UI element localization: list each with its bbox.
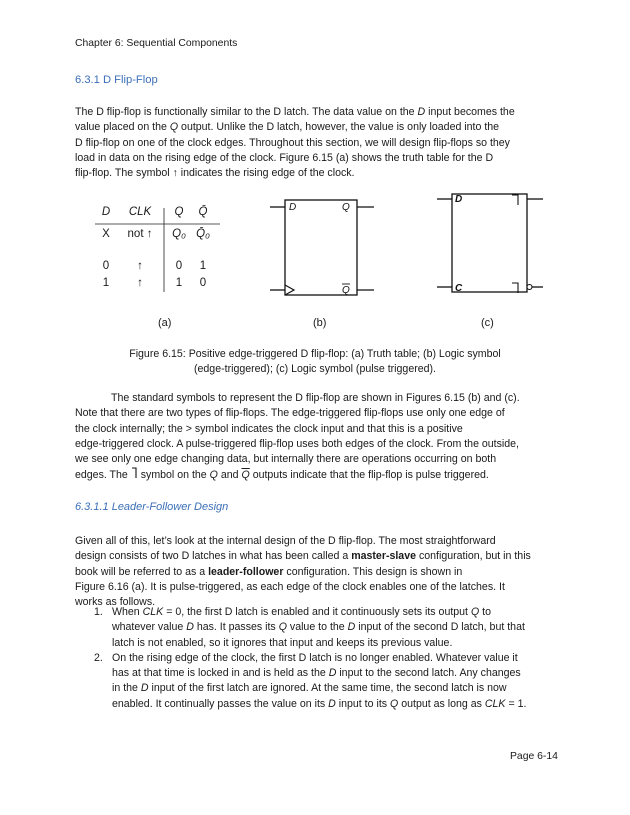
truth-table-cell: X <box>102 228 110 240</box>
inversion-bubble-icon <box>527 285 532 290</box>
figure-label-c: (c) <box>481 317 494 329</box>
pin-label-d: D <box>289 202 297 213</box>
figure-label-a: (a) <box>158 317 172 329</box>
flip-flop-body <box>285 200 357 295</box>
symbols-line-6: edges. The symbol on the Q and $\overline{Q}$ outputs indicate that the flip-flop is pulse triggered. <box>75 469 489 482</box>
pin-label-q: Q <box>342 202 350 213</box>
lf-line-1: Given all of this, let’s look at the internal design of the D flip-flop. The most straightforward <box>75 535 496 547</box>
truth-table-cell: Q̄₀ <box>196 228 210 240</box>
symbols-line-3: the clock internally; the > symbol indicates the clock input and that this is a positive <box>75 422 463 435</box>
pin-label-qbar: Q <box>342 285 350 296</box>
truth-table-cell: 0 <box>199 277 207 289</box>
symbols-line-5: we see only one edge changing data, but internally there are operations occurring on both <box>75 453 497 466</box>
symbols-line-4: edge-triggered clock. A pulse-triggered flip-flop uses both edges of the clock. From the outside, <box>75 437 520 450</box>
truth-table-cell: 1 <box>199 260 207 272</box>
pin-label-d: D <box>455 194 463 205</box>
intro-line-3: D flip-flop on one of the clock edges. Throughout this section, we will design flip-flops so they <box>75 136 510 149</box>
lf-line-2: design consists of two D latches in what has been called a master-slave configuration, but in this <box>75 550 531 563</box>
postponed-output-icon <box>131 467 138 479</box>
lf-line-3: book will be referred to as a leader-follower configuration. This design is shown in <box>75 565 463 578</box>
leader-follower-paragraph <box>75 534 555 610</box>
intro-line-1: The D flip-flop is functionally similar to the D latch. The data value on the D input becomes the <box>75 106 515 118</box>
list-item-line: latch is not enabled, so it ignores that input and keeps its previous value. <box>112 636 453 649</box>
truth-table-header-clk: CLK <box>128 206 152 218</box>
logic-symbol-edge-triggered <box>262 190 387 305</box>
truth-table-cell: not ↑ <box>127 228 153 240</box>
clock-edge-icon <box>285 285 294 295</box>
lf-line-4: Figure 6.16 (a). It is pulse-triggered, as each edge of the clock enables one of the latches. It <box>75 580 505 593</box>
flip-flop-body <box>452 194 527 292</box>
truth-table-cell: 1 <box>175 277 183 289</box>
figure-caption <box>75 347 555 378</box>
truth-table-cell: 0 <box>175 260 183 272</box>
symbols-line-1: The standard symbols to represent the D flip-flop are shown in Figures 6.15 (b) and (c). <box>111 392 520 404</box>
page-number: Page 6-14 <box>510 751 558 762</box>
intro-paragraph <box>75 105 555 181</box>
numbered-list <box>94 605 564 712</box>
list-item-line: enabled. It continually passes the value on its D input to its Q output as long as CLK = 1. <box>112 697 527 710</box>
intro-line-4: load in data on the rising edge of the clock. Figure 6.15 (a) shows the truth table for the D <box>75 151 494 164</box>
caption-line-1: Figure 6.15: Positive edge-triggered D flip-flop: (a) Truth table; (b) Logic symbol <box>129 348 501 360</box>
list-number: 2. <box>94 651 103 664</box>
caption-line-2: (edge-triggered); (c) Logic symbol (pulse triggered). <box>194 363 436 376</box>
truth-table-header-d: D <box>101 206 111 218</box>
list-item-line: When CLK = 0, the first D latch is enabled and it continuously sets its output Q to <box>112 606 492 618</box>
pin-label-c: C <box>455 283 463 294</box>
list-item-line: whatever value D has. It passes its Q value to the D input of the second D latch, but that <box>112 621 525 634</box>
running-header: Chapter 6: Sequential Components <box>75 38 238 49</box>
subsection-heading: 6.3.1.1 Leader-Follower Design <box>75 501 229 513</box>
list-item <box>94 605 564 651</box>
truth-table <box>95 206 225 296</box>
list-item <box>94 651 564 712</box>
list-item-line: On the rising edge of the clock, the first D latch is no longer enabled. Whatever value it <box>112 651 518 664</box>
intro-line-5: flip-flop. The symbol ↑ indicates the rising edge of the clock. <box>75 167 355 180</box>
truth-table-cell: 1 <box>102 277 110 289</box>
section-heading: 6.3.1 D Flip-Flop <box>75 74 158 86</box>
truth-table-header-qbar: Q̄ <box>198 206 208 218</box>
truth-table-header-q: Q <box>174 206 184 218</box>
list-item-line: has at that time is locked in and is held as the D input to the second latch. Any changes <box>112 667 521 680</box>
figure-label-b: (b) <box>313 317 327 329</box>
symbols-paragraph <box>75 391 555 484</box>
lf-line-5: works as follows. <box>75 596 156 609</box>
list-number: 1. <box>94 606 103 618</box>
list-item-line: in the D input of the first latch are ignored. At the same time, the second latch is now <box>112 682 507 695</box>
symbols-line-2: Note that there are two types of flip-flops. The edge-triggered flip-flops use only one edge of <box>75 407 505 420</box>
truth-table-cell: ↑ <box>137 260 143 272</box>
logic-symbol-pulse-triggered <box>430 186 555 304</box>
intro-line-2: value placed on the Q output. Unlike the D latch, however, the value is only loaded into the <box>75 121 500 134</box>
truth-table-cell: ↑ <box>137 277 143 289</box>
truth-table-cell: Q₀ <box>172 228 186 240</box>
postponed-output-icon <box>512 195 518 205</box>
truth-table-cell: 0 <box>102 260 110 272</box>
